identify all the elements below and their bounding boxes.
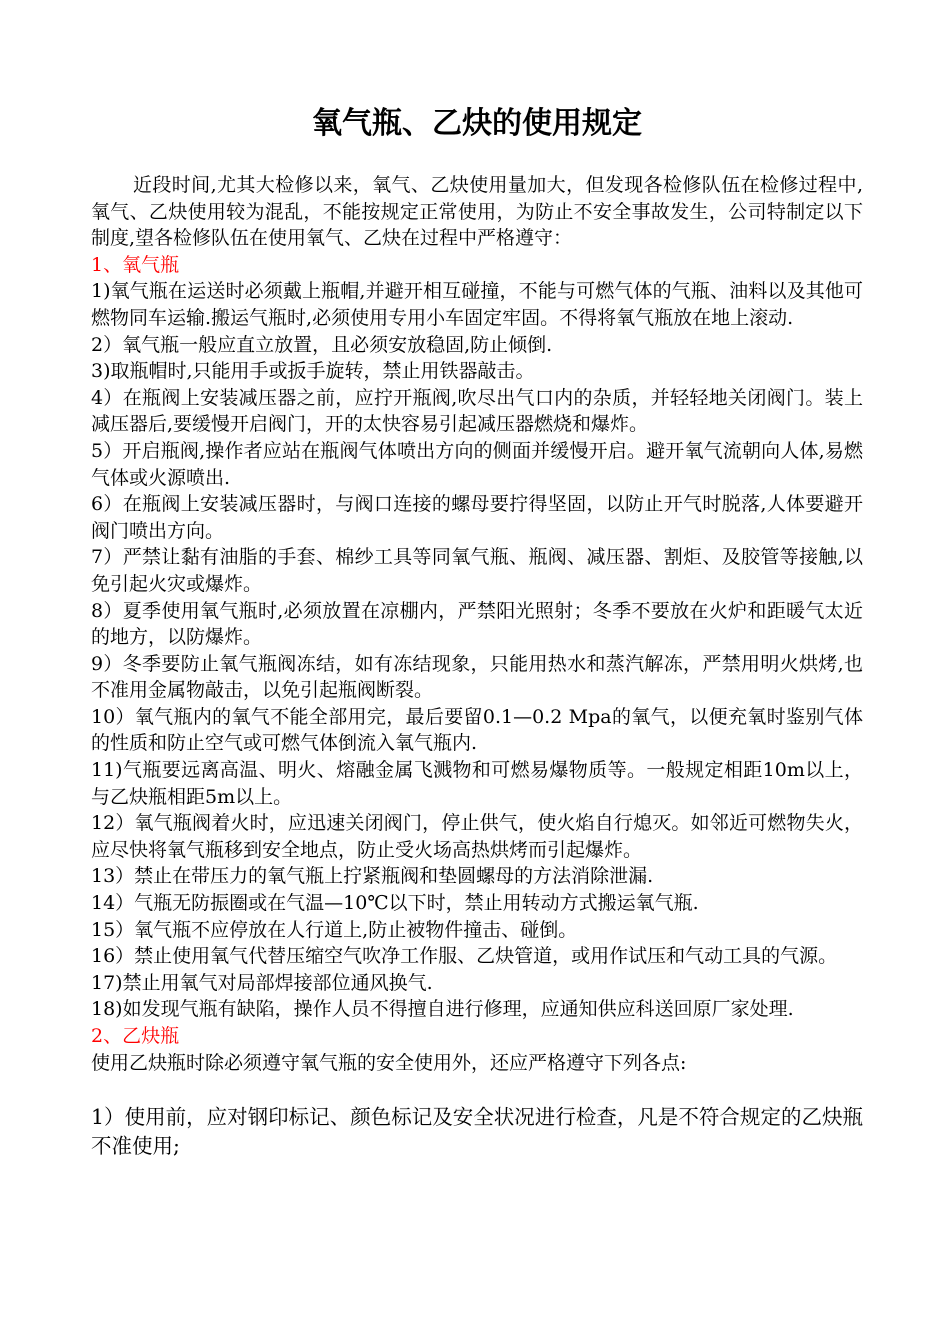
oxygen-rule-12: 12）氧气瓶阀着火时，应迅速关闭阀门，停止供气，使火焰自行熄灭。如邻近可燃物失火，应尽快将氧气瓶移到安全地点，防止受火场高热烘烤而引起爆炸。 bbox=[91, 812, 863, 861]
acetylene-lead-text: 使用乙炔瓶时除必须遵守氧气瓶的安全使用外，还应严格遵守下列各点: bbox=[91, 1051, 687, 1074]
oxygen-rule-5: 5）开启瓶阀,操作者应站在瓶阀气体喷出方向的侧面并缓慢开启。避开氧气流朝向人体,易燃气体或火源喷出. bbox=[91, 439, 863, 489]
document-title: 氧气瓶、乙炔的使用规定 bbox=[312, 106, 642, 141]
oxygen-rule-4: 4）在瓶阀上安装减压器之前，应拧开瓶阀,吹尽出气口内的杂质，并轻轻地关闭阀门。装上减压器后,要缓慢开启阀门，开的太快容易引起减压器燃烧和爆炸。 bbox=[91, 386, 863, 436]
oxygen-rule-18: 18)如发现气瓶有缺陷，操作人员不得擅自进行修理，应通知供应科送回原厂家处理. bbox=[91, 998, 794, 1021]
document-body bbox=[91, 172, 863, 1161]
oxygen-rule-16: 16）禁止使用氧气代替压缩空气吹净工作服、乙炔管道，或用作试压和气动工具的气源。 bbox=[91, 945, 838, 968]
section-heading-acetylene: 2、乙炔瓶 bbox=[91, 1025, 180, 1047]
oxygen-rule-1: 1)氧气瓶在运送时必须戴上瓶帽,并避开相互碰撞，不能与可燃气体的气瓶、油料以及其他可燃物同车运输.搬运气瓶时,必须使用专用小车固定牢固。不得将氧气瓶放在地上滚动. bbox=[91, 280, 863, 329]
oxygen-rule-13: 13）禁止在带压力的氧气瓶上拧紧瓶阀和垫圆螺母的方法消除泄漏. bbox=[91, 865, 654, 888]
paragraph-spacer bbox=[91, 1076, 863, 1103]
oxygen-rule-14: 14）气瓶无防振圈或在气温—10℃以下时，禁止用转动方式搬运氧气瓶. bbox=[91, 892, 699, 915]
oxygen-rule-7: 7）严禁让黏有油脂的手套、棉纱工具等同氧气瓶、瓶阀、减压器、割炬、及胶管等接触,以免引起火灾或爆炸。 bbox=[91, 546, 863, 595]
acetylene-rule-1: 1）使用前，应对钢印标记、颜色标记及安全状况进行检查，凡是不符合规定的乙炔瓶不准使用; bbox=[91, 1104, 863, 1158]
oxygen-rule-6: 6）在瓶阀上安装减压器时，与阀口连接的螺母要拧得坚固，以防止开气时脱落,人体要避开阀门喷出方向。 bbox=[91, 493, 863, 542]
oxygen-rule-10: 10）氧气瓶内的氧气不能全部用完，最后要留0.1—0.2 Mpa的氧气，以便充氧时鉴别气体的性质和防止空气或可燃气体倒流入氧气瓶内. bbox=[91, 705, 863, 755]
oxygen-rule-15: 15）氧气瓶不应停放在人行道上,防止被物件撞击、碰倒。 bbox=[91, 918, 578, 941]
oxygen-rule-2: 2）氧气瓶一般应直立放置，且必须安放稳固,防止倾倒. bbox=[91, 333, 553, 356]
intro-paragraph: 近段时间,尤其大检修以来，氧气、乙炔使用量加大，但发现各检修队伍在检修过程中,氧气、乙炔使用较为混乱，不能按规定正常使用，为防止不安全事故发生，公司特制定以下制度,望各检修队伍在使用氧气、乙炔在过程中严格遵守： bbox=[91, 174, 863, 250]
oxygen-rule-17: 17)禁止用氧气对局部焊接部位通风换气. bbox=[91, 971, 433, 994]
oxygen-rule-11: 11)气瓶要远离高温、明火、熔融金属飞溅物和可燃易爆物质等。一般规定相距10m以上，与乙炔瓶相距5m以上。 bbox=[91, 759, 863, 808]
oxygen-rule-3: 3)取瓶帽时,只能用手或扳手旋转，禁止用铁器敲击。 bbox=[91, 360, 535, 383]
oxygen-rule-8: 8）夏季使用氧气瓶时,必须放置在凉棚内，严禁阳光照射；冬季不要放在火炉和距暖气太近的地方，以防爆炸。 bbox=[91, 599, 863, 649]
oxygen-rule-9: 9）冬季要防止氧气瓶阀冻结，如有冻结现象，只能用热水和蒸汽解冻，严禁用明火烘烤,也不准用金属物敲击，以免引起瓶阀断裂。 bbox=[91, 652, 863, 702]
section-heading-oxygen: 1、氧气瓶 bbox=[91, 253, 180, 276]
